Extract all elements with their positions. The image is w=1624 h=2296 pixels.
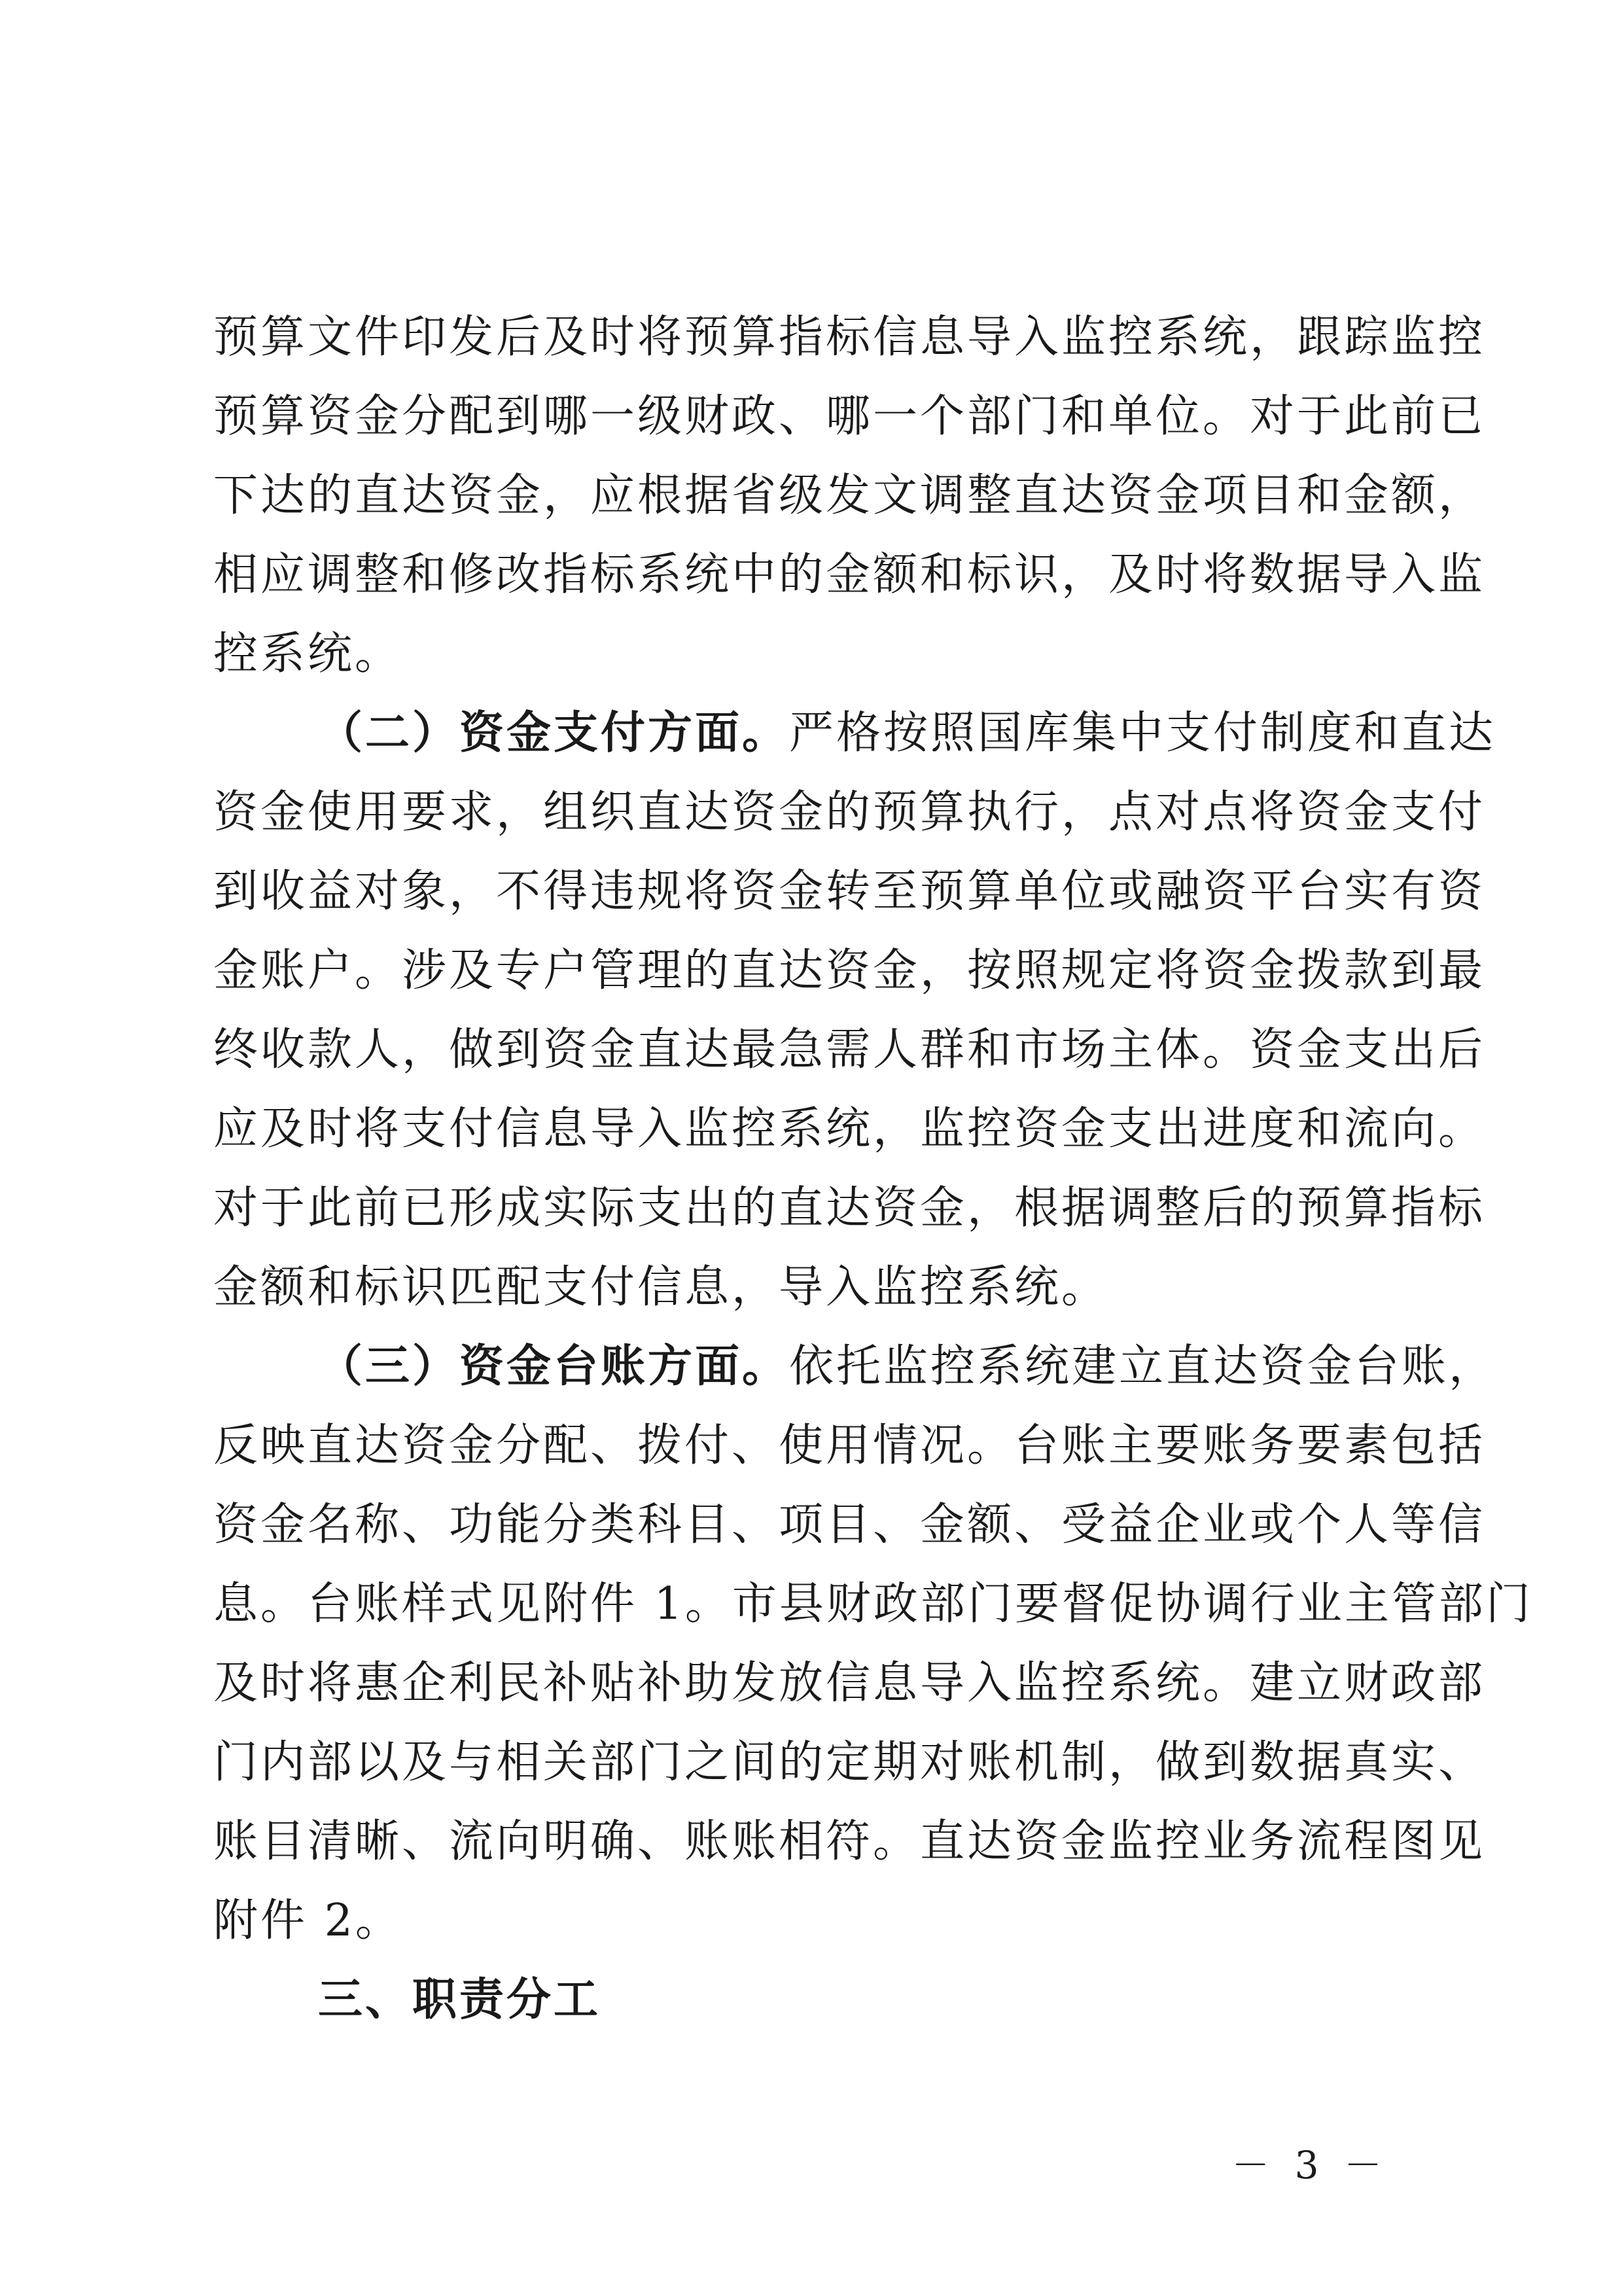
text-line: 息。台账样式见附件 1。市县财政部门要督促协调行业主管部门 — [213, 1578, 1533, 1630]
section-3-heading: （三）资金台账方面。 — [318, 1340, 790, 1392]
section-2-first-text: 严格按照国库集中支付制度和直达 — [789, 707, 1496, 759]
text-line: 反映直达资金分配、拨付、使用情况。台账主要账务要素包括 — [213, 1420, 1486, 1472]
section-2-first-line — [213, 694, 1496, 773]
text-line: 应及时将支付信息导入监控系统，监控资金支出进度和流向。 — [213, 1103, 1486, 1155]
text-line: 附件 2。 — [213, 1895, 402, 1947]
text-line: 金额和标识匹配支付信息，导入监控系统。 — [213, 1262, 1109, 1313]
text-line: 资金使用要求，组织直达资金的预算执行，点对点将资金支付 — [213, 786, 1486, 838]
text-line: 控系统。 — [213, 628, 402, 680]
document-body — [213, 298, 1533, 2040]
text-line: 相应调整和修改指标系统中的金额和标识，及时将数据导入监 — [213, 549, 1486, 601]
text-line: 及时将惠企利民补贴补助发放信息导入监控系统。建立财政部 — [213, 1657, 1486, 1709]
text-line: 到收益对象，不得违规将资金转至预算单位或融资平台实有资 — [213, 866, 1486, 917]
text-line: 账目清晰、流向明确、账账相符。直达资金监控业务流程图见 — [213, 1816, 1486, 1867]
text-line: 对于此前已形成实际支出的直达资金，根据调整后的预算指标 — [213, 1182, 1486, 1234]
text-line: 下达的直达资金，应根据省级发文调整直达资金项目和金额， — [213, 470, 1486, 521]
section-3-first-text: 依托监控系统建立直达资金台账， — [789, 1341, 1496, 1392]
section-2-heading: （二）资金支付方面。 — [318, 707, 790, 759]
text-line: 终收款人，做到资金直达最急需人群和市场主体。资金支出后 — [213, 1024, 1486, 1076]
text-line: 门内部以及与相关部门之间的定期对账机制，做到数据真实、 — [213, 1737, 1486, 1788]
page-number: － 3 － — [1231, 2143, 1388, 2187]
text-line: 金账户。涉及专户管理的直达资金，按照规定将资金拨款到最 — [213, 945, 1486, 997]
text-line: 资金名称、功能分类科目、项目、金额、受益企业或个人等信 — [213, 1499, 1486, 1551]
text-line: 预算文件印发后及时将预算指标信息导入监控系统，跟踪监控 — [213, 311, 1486, 363]
section-heading-3: 三、职责分工 — [318, 1973, 601, 2026]
text-line: 预算资金分配到哪一级财政、哪一个部门和单位。对于此前已 — [213, 391, 1486, 442]
section-3-first-line — [213, 1327, 1496, 1406]
